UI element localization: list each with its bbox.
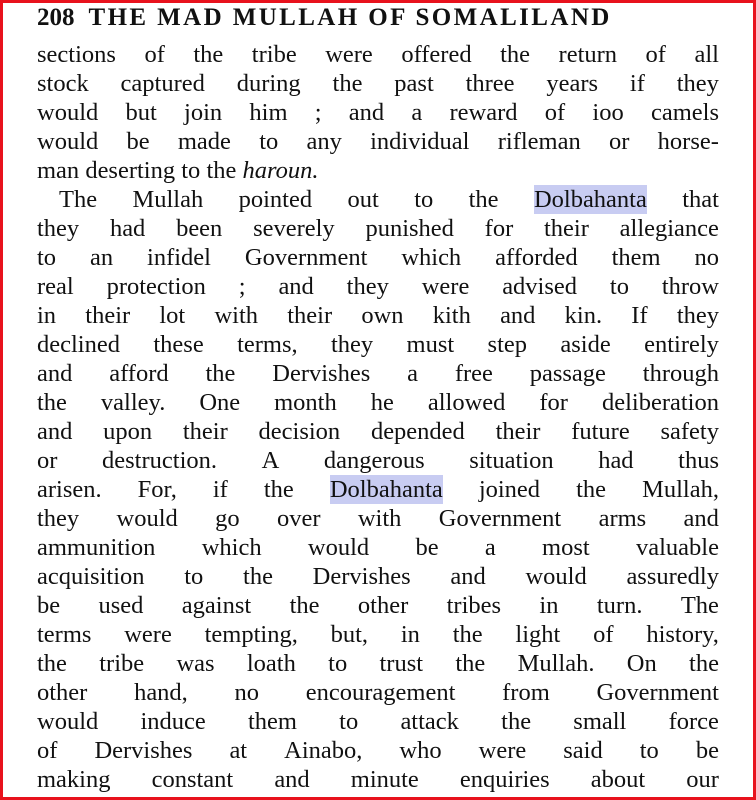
word: an [89, 244, 114, 271]
word: used [98, 592, 144, 619]
word: and [500, 302, 536, 329]
word: of [593, 621, 614, 648]
word: with [214, 302, 259, 329]
word: in [539, 592, 559, 619]
word: to [328, 650, 348, 677]
word: deliberation [601, 389, 719, 416]
word: arisen. [37, 476, 102, 503]
text-line [37, 272, 719, 301]
body-text [37, 40, 719, 794]
word: to [181, 157, 201, 184]
word: their [182, 418, 228, 445]
word: punished [365, 215, 454, 242]
text-line [37, 417, 719, 446]
word: The [59, 186, 98, 213]
word: most [542, 534, 590, 561]
word: no [234, 679, 260, 706]
word: ioo [592, 99, 624, 126]
word: captured [120, 70, 205, 97]
word: that [682, 186, 719, 213]
word: with [357, 505, 402, 532]
word: encouragement [305, 679, 456, 706]
word: ; [314, 99, 322, 126]
word: aside [560, 331, 611, 358]
word: been [176, 215, 223, 242]
word: were [421, 273, 470, 300]
word: of [144, 41, 165, 68]
word: For, [137, 476, 177, 503]
word: loath [246, 650, 296, 677]
word: One [199, 389, 241, 416]
word: a [484, 534, 496, 561]
text-line [37, 127, 719, 156]
word: force [668, 708, 719, 735]
page-header [37, 3, 612, 33]
word: they [676, 70, 719, 97]
word: Mullah [132, 186, 204, 213]
word: declined [37, 331, 120, 358]
word: kith [432, 302, 471, 329]
word: tribes [446, 592, 502, 619]
word: man [37, 157, 80, 184]
word: Dervishes [312, 563, 411, 590]
word: a [407, 360, 418, 387]
word: tribe [99, 650, 145, 677]
word: but, [330, 621, 369, 648]
text-line [37, 388, 719, 417]
word: were [124, 621, 172, 648]
word: situation [469, 447, 554, 474]
word: small [573, 708, 627, 735]
word: the [37, 650, 67, 677]
word: sections [37, 41, 116, 68]
word: in [37, 302, 57, 329]
word: allowed [427, 389, 506, 416]
highlighted-word: Dolbahanta [329, 476, 443, 503]
word: terms [37, 621, 92, 648]
word: must [406, 331, 455, 358]
word: dangerous [323, 447, 425, 474]
text-line [37, 649, 719, 678]
word: to [37, 244, 57, 271]
word: kin. [564, 302, 603, 329]
word: they [37, 505, 80, 532]
word: tempting, [204, 621, 298, 648]
text-line [37, 678, 719, 707]
word: all [694, 41, 719, 68]
word: the [576, 476, 607, 503]
word: to [609, 273, 629, 300]
text-line [37, 562, 719, 591]
word: would [525, 563, 587, 590]
word: the [332, 70, 363, 97]
word: and [274, 766, 310, 793]
text-line [37, 765, 719, 794]
word: for [484, 215, 514, 242]
word: of [37, 737, 58, 764]
word: said [563, 737, 603, 764]
word: a [411, 99, 423, 126]
text-line [37, 533, 719, 562]
word: horse- [657, 128, 719, 155]
word: free [454, 360, 493, 387]
word: the [689, 650, 719, 677]
word: Dervishes [272, 360, 371, 387]
word: decision [258, 418, 341, 445]
word: and [450, 563, 486, 590]
word: would [116, 505, 178, 532]
word: out [347, 186, 379, 213]
word: induce [140, 708, 206, 735]
italic-word: haroun. [242, 157, 319, 184]
word: history, [646, 621, 719, 648]
word: the [243, 563, 273, 590]
word: Mullah, [642, 476, 719, 503]
word: and [37, 360, 73, 387]
word: depended [370, 418, 465, 445]
word: but [125, 99, 157, 126]
word: against [181, 592, 252, 619]
word: the [452, 621, 483, 648]
word: no [694, 244, 719, 271]
word: to [339, 708, 359, 735]
word: minute [350, 766, 419, 793]
word: at [229, 737, 248, 764]
word: for [539, 389, 568, 416]
word: lot [159, 302, 186, 329]
word: be [37, 592, 61, 619]
word: destruction. [102, 447, 218, 474]
word: Government [438, 505, 562, 532]
word: throw [661, 273, 719, 300]
word: to [259, 128, 279, 155]
word: him [249, 99, 288, 126]
text-line [37, 243, 719, 272]
word: assuredly [626, 563, 719, 590]
word: pointed [238, 186, 313, 213]
word: light [515, 621, 561, 648]
word: arms [598, 505, 647, 532]
word: the [206, 157, 237, 184]
word: ; [238, 273, 246, 300]
word: the [193, 41, 224, 68]
word: them [611, 244, 661, 271]
word: constant [151, 766, 234, 793]
word: had [109, 215, 146, 242]
word: If [631, 302, 648, 329]
word: to [184, 563, 204, 590]
word: thus [678, 447, 719, 474]
word: Mullah. [517, 650, 595, 677]
word: if [212, 476, 228, 503]
word: three [465, 70, 515, 97]
running-title: THE MAD MULLAH OF SOMALILAND [88, 4, 612, 31]
word: and [278, 273, 314, 300]
word: A [261, 447, 280, 474]
word: if [629, 70, 645, 97]
word: be [695, 737, 719, 764]
word: had [598, 447, 634, 474]
word: the [501, 708, 532, 735]
word: the [289, 592, 320, 619]
word: would [37, 708, 99, 735]
page-number: 208 [37, 4, 75, 31]
highlighted-word: Dolbahanta [533, 186, 647, 213]
word: severely [253, 215, 335, 242]
word: upon [103, 418, 153, 445]
word: their [495, 418, 541, 445]
word: stock [37, 70, 89, 97]
word: over [276, 505, 321, 532]
word: them [247, 708, 297, 735]
word: rifleman [497, 128, 581, 155]
word: reward [449, 99, 518, 126]
word: of [544, 99, 566, 126]
word: of [645, 41, 666, 68]
word: allegiance [619, 215, 719, 242]
word: they [346, 273, 389, 300]
word: Dervishes [94, 737, 193, 764]
word: and [348, 99, 385, 126]
text-line [37, 620, 719, 649]
word: which [401, 244, 462, 271]
word: in [400, 621, 420, 648]
word: acquisition [37, 563, 145, 590]
word: step [487, 331, 528, 358]
word: made [177, 128, 231, 155]
word: enquiries [459, 766, 550, 793]
word: future [571, 418, 630, 445]
text-line [37, 214, 719, 243]
word: terms, [237, 331, 298, 358]
word: during [236, 70, 301, 97]
word: afford [109, 360, 169, 387]
word: was [176, 650, 215, 677]
word: go [215, 505, 240, 532]
word: to [639, 737, 659, 764]
word: were [325, 41, 373, 68]
word: attack [400, 708, 459, 735]
word: they [37, 215, 80, 242]
word: or [608, 128, 630, 155]
word: the [468, 186, 499, 213]
text-line [37, 359, 719, 388]
word: Ainabo, [284, 737, 363, 764]
text-line [37, 69, 719, 98]
word: years [546, 70, 599, 97]
text-line [37, 156, 719, 185]
word: tribe [251, 41, 297, 68]
word: Government [244, 244, 368, 271]
word: afforded [495, 244, 578, 271]
word: they [330, 331, 374, 358]
word: their [85, 302, 131, 329]
word: return [558, 41, 618, 68]
word: the [37, 389, 67, 416]
word: other [357, 592, 409, 619]
word: their [287, 302, 333, 329]
word: safety [660, 418, 719, 445]
text-line [37, 40, 719, 69]
text-line [37, 330, 719, 359]
text-line [37, 736, 719, 765]
word: or [37, 447, 58, 474]
text-line [37, 591, 719, 620]
word: past [394, 70, 434, 97]
word: other [37, 679, 88, 706]
word: join [184, 99, 223, 126]
text-line [37, 475, 719, 504]
text-line [37, 185, 719, 214]
text-line [37, 98, 719, 127]
word: joined [478, 476, 541, 503]
word: hand, [134, 679, 188, 706]
word: would [307, 534, 370, 561]
word: would [37, 128, 99, 155]
word: and [37, 418, 73, 445]
word: camels [650, 99, 719, 126]
word: he [370, 389, 394, 416]
word: offered [401, 41, 472, 68]
word: the [455, 650, 486, 677]
word: the [500, 41, 531, 68]
word: these [153, 331, 204, 358]
word: individual [370, 128, 470, 155]
word: and [683, 505, 719, 532]
word: from [502, 679, 550, 706]
word: infidel [147, 244, 211, 271]
word: the [263, 476, 294, 503]
word: valuable [635, 534, 719, 561]
word: entirely [644, 331, 719, 358]
word: real [37, 273, 74, 300]
word: their [543, 215, 589, 242]
word: The [680, 592, 719, 619]
text-line [37, 446, 719, 475]
word: valley. [100, 389, 166, 416]
word: would [37, 99, 99, 126]
word: making [37, 766, 111, 793]
word: be [126, 128, 150, 155]
word: were [478, 737, 527, 764]
word: trust [379, 650, 424, 677]
word: which [201, 534, 262, 561]
word: about [590, 766, 646, 793]
word: the [205, 360, 236, 387]
word: to [414, 186, 434, 213]
text-line [37, 301, 719, 330]
word: turn. [596, 592, 643, 619]
word: any [306, 128, 342, 155]
word: advised [502, 273, 578, 300]
word: passage [529, 360, 606, 387]
word: own [361, 302, 404, 329]
word: through [642, 360, 719, 387]
word: month [274, 389, 337, 416]
word: On [626, 650, 657, 677]
word: ammunition [37, 534, 156, 561]
word: Government [596, 679, 719, 706]
word: protection [106, 273, 206, 300]
word: be [415, 534, 439, 561]
word: who [399, 737, 442, 764]
text-line [37, 504, 719, 533]
word: deserting [85, 157, 176, 184]
text-line [37, 707, 719, 736]
word: our [686, 766, 719, 793]
word: they [676, 302, 719, 329]
